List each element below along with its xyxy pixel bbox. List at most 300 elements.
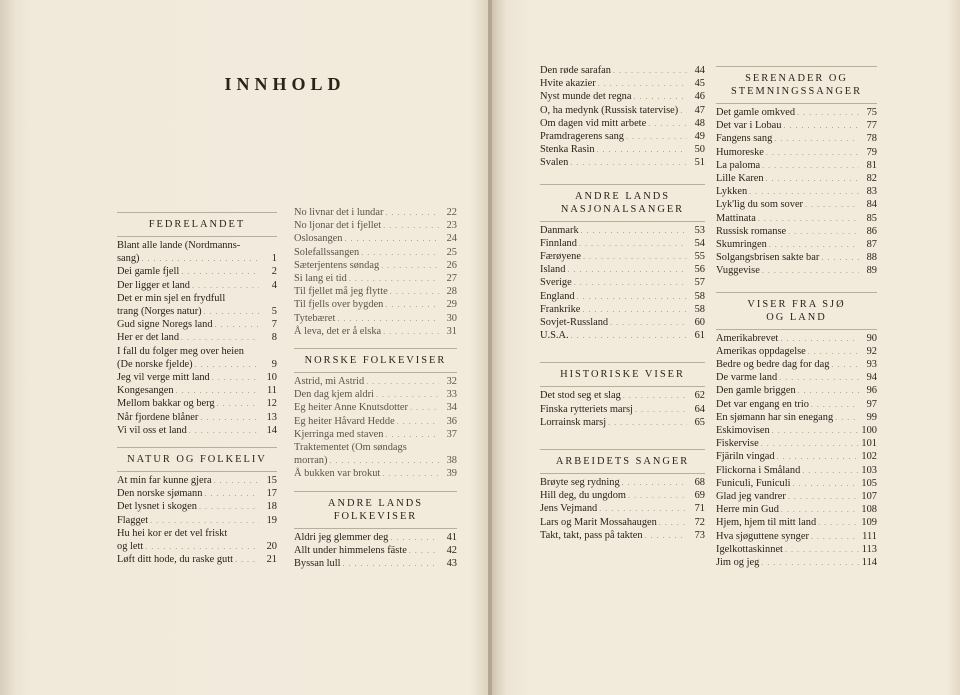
toc-entry [294,232,457,245]
toc-entry [294,388,457,401]
page-number: 58 [694,303,705,315]
toc-entry [117,292,277,305]
entry-title: Når fjordene blåner [117,411,199,423]
entry-title: Funiculi, Funiculi [716,477,791,489]
toc-entry [294,467,457,480]
toc-entry [716,371,877,384]
toc-column-4 [716,68,877,569]
toc-entry [540,489,705,502]
dot-leader [187,424,259,437]
page-number: 50 [694,144,705,156]
section-list-arbeidets [540,476,705,542]
heading-line: FOLKEVISER [333,510,418,522]
section-list-andre-folkeviser [294,531,457,571]
page-number: 53 [694,224,705,236]
page-number: 4 [271,279,277,291]
page-number: 20 [266,541,277,553]
page-number: 113 [861,543,877,555]
section-list-natur [117,474,277,566]
dot-leader [806,345,859,358]
toc-entry [117,474,277,487]
entry-title: I fall du folger meg over heien [117,345,244,357]
toc-entry [716,398,877,411]
dot-leader [783,543,859,556]
entry-title: Danmark [540,224,579,236]
page-number: 19 [266,514,277,526]
page-number: 75 [866,107,877,118]
dot-leader [611,64,687,77]
entry-title: Amerikabrevet [716,332,779,344]
page-number: 85 [866,212,877,224]
toc-entry [540,303,705,316]
dot-leader [764,172,859,185]
section-list-viser-sjo [716,332,877,570]
toc-entry [294,259,457,272]
dot-leader [829,358,859,371]
entry-title: Flagget [117,514,149,526]
page-number: 33 [446,389,457,401]
page-number: 82 [866,173,877,185]
toc-entry [716,345,877,358]
toc-entry [117,424,277,437]
page-number: 62 [694,390,705,402]
entry-title: Å leva, det er å elska [294,325,382,337]
page-number: 109 [861,517,877,529]
entry-title: Sverige [540,277,572,289]
page-number: 58 [694,290,705,302]
entry-title: Der ligger et land [117,279,190,291]
page-number: 96 [866,385,877,397]
section-heading-andre-folkeviser [294,493,457,531]
entry-title: Mellom bakkar og berg [117,398,215,410]
page-number: 86 [866,225,877,237]
dot-leader [202,487,259,500]
dot-leader [395,415,439,428]
entry-title: Til fjells over bygden [294,299,384,311]
dot-leader [775,450,859,463]
page-number: 102 [861,451,877,463]
page-number: 65 [694,416,705,428]
toc-column-1 [117,214,277,566]
dot-leader [759,556,859,569]
dot-leader [795,106,859,119]
toc-entry [716,119,877,132]
dot-leader [631,90,687,103]
dot-leader [626,489,687,502]
entry-title: Den gamle briggen [716,385,796,397]
dot-leader [179,331,259,344]
dot-leader [575,290,687,303]
toc-entry [716,543,877,556]
toc-entry [540,156,705,169]
dot-leader [383,428,439,441]
page-number: 44 [694,65,705,76]
section-heading-historiske: HISTORISKE VISER [540,364,705,389]
toc-entry [540,250,705,263]
entry-title: Lykken [716,186,748,198]
section-list-right-top [540,64,705,170]
page-number: 105 [861,477,877,489]
entry-title: Flickorna i Småland [716,464,801,476]
toc-entry [117,239,277,252]
dot-leader [819,251,859,264]
entry-title: Nyst munde det regna [540,91,632,103]
dot-leader [381,325,439,338]
entry-title: Humoreske [716,146,764,158]
entry-title: Takt, takt, pass på takten [540,529,643,541]
dot-leader [786,225,859,238]
entry-title: og lett [117,541,144,553]
toc-entry [716,516,877,529]
page-number: 56 [694,264,705,276]
page-number: 92 [866,345,877,357]
dot-leader [764,146,859,159]
toc-entry [540,143,705,156]
dot-leader [388,285,439,298]
page-number: 89 [866,265,877,277]
entry-title: Oslosangen [294,233,343,245]
entry-title: Eg heiter Håvard Hedde [294,415,395,427]
page-number: 100 [861,425,877,437]
page-number: 26 [446,259,457,271]
page-number: 97 [866,398,877,410]
section-heading-nasjonalsanger [540,186,705,224]
entry-title: Svalen [540,157,569,169]
toc-entry [540,263,705,276]
toc-entry [294,312,457,325]
toc-entry [540,237,705,250]
section-list-serenader [716,106,877,278]
dot-leader [621,389,687,402]
dot-leader [380,467,439,480]
toc-entry [540,276,705,289]
entry-title: Kjerringa med staven [294,428,384,440]
dot-leader [760,264,859,277]
dot-leader [383,206,439,219]
dot-leader [210,371,259,384]
page-number: 14 [266,424,277,436]
heading-line: ANDRE LANDS [574,190,671,202]
dot-leader [620,476,687,489]
page-number: 87 [866,239,877,251]
entry-title: O, ha medynk (Russisk tatervise) [540,104,679,116]
section-heading-arbeidets: ARBEIDETS SANGER [540,451,705,476]
page-number: 22 [446,207,457,218]
toc-entry [540,329,705,342]
dot-leader [581,250,687,263]
toc-entry [117,514,277,527]
entry-title: Tytebæret [294,312,336,324]
entry-title: Det var i Lobau [716,120,782,132]
entry-title: Jens Vejmand [540,503,598,515]
entry-title: Mattinata [716,212,756,224]
dot-leader [580,303,687,316]
heading-line: VISER FRA SJØ [747,298,846,310]
entry-title: Blant alle lande (Nordmanns- [117,240,241,251]
entry-title: Jim og jeg [716,557,760,569]
dot-leader [381,219,439,232]
dot-leader [359,246,439,259]
dot-leader [213,318,259,331]
dot-leader [595,143,687,156]
page-number: 60 [694,317,705,329]
toc-entry [117,371,277,384]
entry-title: Solgangsbrisen sakte bar [716,252,820,264]
toc-entry [294,441,457,454]
section-list-fedrelandet [117,239,277,437]
page-number: 17 [266,488,277,500]
toc-entry [117,358,277,371]
entry-title: La paloma [716,159,761,171]
page-number: 49 [694,131,705,143]
entry-title: Herre min Gud [716,504,779,516]
entry-title: Aldri jeg glemmer deg [294,531,389,543]
page-number: 78 [866,133,877,145]
entry-title: Lars og Marit Mossahaugen [540,516,657,528]
dot-leader [833,411,859,424]
toc-entry [294,557,457,570]
dot-leader [756,212,859,225]
entry-title: No livnar det i lundar [294,207,384,218]
dot-leader [374,388,439,401]
page-number: 107 [861,491,877,503]
entry-title: Hu hei kor er det vel friskt [117,527,228,539]
page-number: 68 [694,477,705,489]
page-number: 32 [446,376,457,388]
toc-entry [540,316,705,329]
dot-leader [624,130,687,143]
page-number: 101 [861,438,877,450]
page-title: INNHOLD [224,74,346,94]
entry-title: Igelkottaskinnet [716,543,783,555]
page-number: 34 [446,402,457,414]
entry-title: Den norske sjømann [117,488,203,500]
toc-entry [117,540,277,553]
toc-entry [117,265,277,278]
dot-leader [796,384,859,397]
dot-leader [565,263,687,276]
entry-title: Til fjellet må jeg flytte [294,286,388,298]
toc-entry [294,375,457,388]
section-list-nasjonalsanger [540,224,705,343]
entry-title: Skumringen [716,239,767,251]
entry-title: Den dag kjem aldri [294,389,374,401]
entry-title: Astrid, mi Astrid [294,376,365,388]
page-number: 8 [271,332,277,344]
entry-title: Fjäriln vingad [716,451,775,463]
dot-leader [174,384,259,397]
dot-leader [198,411,259,424]
entry-title: Hvite akazier [540,78,596,90]
entry-title: Vi vil oss et land [117,424,187,436]
toc-entry [540,502,705,515]
dot-leader [335,312,439,325]
entry-title: Den røde sarafan [540,65,611,76]
page-number: 79 [866,146,877,158]
toc-entry [294,401,457,414]
toc-entry [716,264,877,277]
toc-entry [294,544,457,557]
toc-entry [716,424,877,437]
toc-entry [716,146,877,159]
page-number: 72 [694,516,705,528]
section-heading-norske-folkeviser: NORSKE FOLKEVISER [294,350,457,375]
toc-entry [716,172,877,185]
entry-title: sang) [117,253,140,265]
entry-title: Solefallssangen [294,246,360,258]
entry-title: Gud signe Noregs land [117,319,213,331]
toc-entry [117,384,277,397]
toc-entry [117,318,277,331]
page-number: 81 [866,159,877,171]
entry-title: U.S.A. [540,330,569,342]
entry-title: Si lang ei tid [294,273,347,285]
toc-entry [294,285,457,298]
toc-entry [540,516,705,529]
toc-entry [294,246,457,259]
toc-entry [716,411,877,424]
dot-leader [657,516,687,529]
section-heading-fedrelandet: FEDRELANDET [117,214,277,239]
page-number: 90 [866,332,877,344]
toc-entry [117,553,277,566]
toc-entry [716,503,877,516]
entry-title: At min far kunne gjera [117,475,212,487]
page-number: 73 [694,529,705,541]
page-number: 64 [694,403,705,415]
dot-leader [233,553,259,566]
page-number: 42 [446,544,457,556]
entry-title: Det lysnet i skogen [117,501,197,513]
entry-title: Jeg vil verge mitt land [117,372,210,384]
entry-title: Finska rytteriets marsj [540,403,633,415]
page-number: 11 [266,385,277,397]
entry-title: De varme land [716,372,778,384]
dot-leader [809,530,859,543]
dot-leader [143,540,259,553]
dot-leader [646,117,687,130]
toc-entry [716,185,877,198]
entry-title: Frankrike [540,303,581,315]
dot-leader [148,514,259,527]
page-number: 51 [694,157,705,169]
toc-entry [294,454,457,467]
toc-entry [716,106,877,119]
page-number: 27 [446,273,457,285]
page-number: 21 [266,554,277,566]
page-number: 25 [446,246,457,258]
entry-title: Om dagen vid mitt arbete [540,117,647,129]
toc-entry [716,384,877,397]
dot-leader [760,159,859,172]
page-number: 111 [862,530,877,542]
entry-title: Fangens sang [716,133,773,145]
entry-title: Hjem, hjem til mitt land [716,517,817,529]
toc-entry [540,90,705,103]
dot-leader [779,503,859,516]
section-heading-viser-sjo [716,294,877,332]
dot-leader [193,358,259,371]
toc-entry [716,437,877,450]
toc-entry [117,345,277,358]
dot-leader [190,279,259,292]
page-number: 31 [446,325,457,337]
entry-title: Lyk'lig du som sover [716,199,804,211]
dot-leader [803,198,859,211]
entry-title: Allt under himmelens fäste [294,544,407,556]
dot-leader [579,224,687,237]
dot-leader [770,424,859,437]
toc-entry [294,298,457,311]
dot-leader [140,252,259,265]
page-number: 108 [861,504,877,516]
entry-title: Glad jeg vandrer [716,491,786,503]
entry-title: England [540,290,575,302]
toc-entry [716,251,877,264]
toc-entry [540,476,705,489]
toc-entry [540,403,705,416]
toc-entry [716,212,877,225]
entry-title: Kongesangen [117,385,174,397]
dot-leader [759,437,859,450]
dot-leader [790,477,859,490]
heading-line: OG LAND [766,311,827,323]
toc-entry [117,279,277,292]
toc-column-2 [294,206,457,570]
entry-title: trang (Norges natur) [117,306,202,318]
toc-entry [716,358,877,371]
dot-leader [777,371,859,384]
page-number: 2 [271,266,277,278]
page-number: 84 [866,199,877,211]
dot-leader [179,265,259,278]
dot-leader [215,397,259,410]
page-number: 5 [271,306,277,318]
dot-leader [597,502,687,515]
dot-leader [608,316,687,329]
toc-entry [294,206,457,219]
page-number: 47 [694,104,705,116]
dot-leader [800,464,859,477]
toc-entry [294,531,457,544]
toc-entry [540,104,705,117]
page-number: 39 [446,468,457,480]
page-number: 23 [446,220,457,232]
page-number: 99 [866,411,877,423]
page-number: 61 [694,330,705,342]
page-number: 54 [694,237,705,249]
entry-title: Det stod seg et slag [540,390,621,402]
dot-leader [388,531,439,544]
entry-title: En sjømann har sin enegang [716,411,834,423]
entry-title: Det gamle omkved [716,107,796,118]
toc-entry [117,487,277,500]
toc-entry [540,290,705,303]
page-number: 114 [861,557,877,569]
toc-entry [117,500,277,513]
heading-line: NASJONALSANGER [560,203,685,215]
dot-leader [202,305,259,318]
dot-leader [340,557,439,570]
entry-title: Byssan lull [294,558,341,570]
page-number: 48 [694,117,705,129]
dot-leader [782,119,860,132]
page-number: 1 [271,253,277,265]
heading-line: ANDRE LANDS [327,497,424,509]
toc-entry [294,272,457,285]
page-number: 41 [446,531,457,543]
dot-leader [633,403,687,416]
